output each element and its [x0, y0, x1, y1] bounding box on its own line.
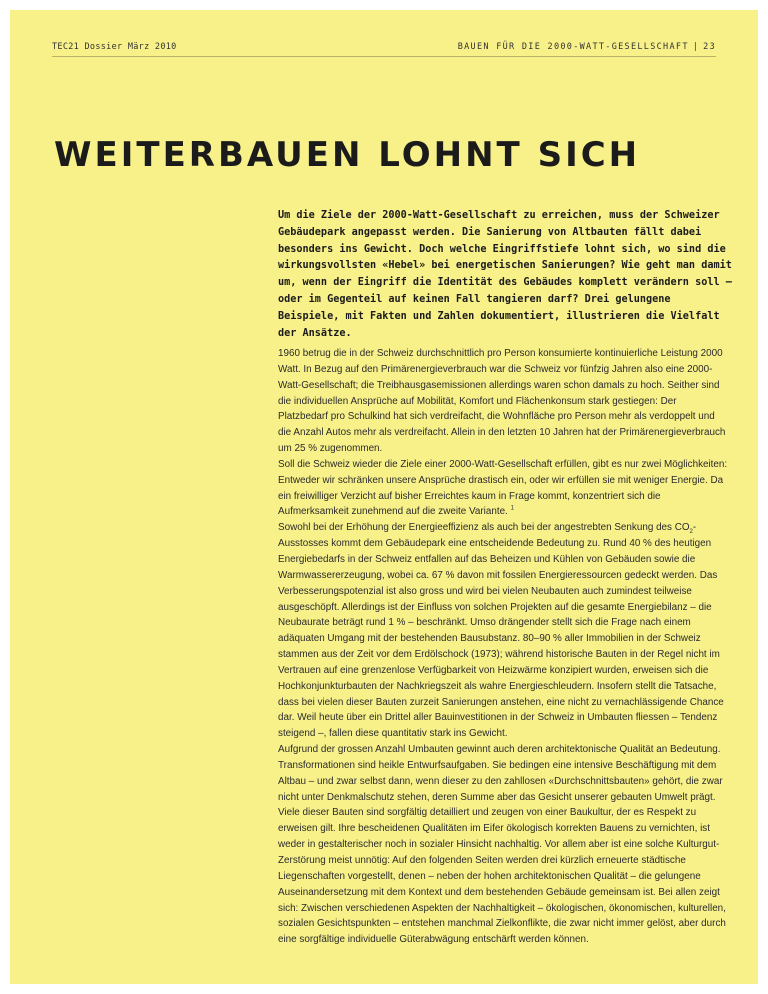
co2-subscript: 2: [689, 529, 693, 536]
page-number: 23: [703, 42, 716, 52]
article-title: WEITERBAUEN LOHNT SICH: [54, 135, 641, 175]
publication-name: TEC21 Dossier März 2010: [52, 42, 177, 52]
body-paragraph-4: Aufgrund der grossen Anzahl Umbauten gewinnt auch deren architektonische Qualität an Bedeutung. Transformationen sind heikle Entwurfsaufgaben. Sie bedingen eine intensive Beschäftigung mit dem Altbau – und zwar selbst dann, wenn dieser zu den zahllosen «Durchschnittsbauten» gehört, die zwar nicht unter Denkmalschutz stehen, deren Summe aber das Gesicht unserer gebauten Umwelt prägt. Viele dieser Bauten sind sorgfältig detailliert und zeugen von einer Baukultur, der es Respekt zu erweisen gilt. Ihre bescheidenen Qualitäten im Eifer ökologisch korrekten Bauens zu vernichten, ist weder in gestalterischer noch in sozialer Hinsicht nachhaltig. Vor allem aber ist eine solche Kulturgut-Zerstörung meist unnötig: Auf den folgenden Seiten werden drei kürzlich erneuerte städtische Liegenschaften vorgestellt, denen – neben der hohen architektonischen Qualität – die gelungene Auseinandersetzung mit dem Kontext und dem bestehenden Gebäude gemeinsam ist. Bei allen zeigt sich: Zwischen verschiedenen Aspekten der Nachhaltigkeit – ökologischen, ökonomischen, kulturellen, sozialen Gesichtspunkten – entstehen manchmal Zielkonflikte, die zwar nicht immer gelöst, aber durch eine sorgfältige individuelle Güterabwägung entschärft werden können.: [278, 744, 726, 946]
body-paragraph-3: [278, 520, 728, 742]
body-paragraph-1: 1960 betrug die in der Schweiz durchschnittlich pro Person konsumierte kontinuierliche Leistung 2000 Watt. In Bezug auf den Primärenergieverbrauch war die Schweiz vor fünfzig Jahren also eine 2000-Watt-Gesellschaft; die Treibhausgasemissionen allerdings waren schon damals zu hoch. Seither sind die individuellen Ansprüche auf Mobilität, Komfort und Flächenkonsum stark gestiegen: Der Platzbedarf pro Schulkind hat sich verdreifacht, die Wohnfläche pro Person mehr als verdoppelt und die Anzahl Autos mehr als verdreifacht. Allein in den letzten 10 Jahren hat der Primärenergieverbrauch um 25 % zugenommen.: [278, 348, 726, 455]
section-title: BAUEN FÜR DIE 2000-WATT-GESELLSCHAFT: [457, 42, 689, 52]
page: [10, 10, 758, 984]
section-and-page: [458, 42, 716, 52]
article-body: [278, 346, 728, 948]
header-separator: |: [692, 42, 700, 52]
footnote-marker: 1: [510, 506, 514, 513]
body-paragraph-3-rest: -Ausstosses kommt dem Gebäudepark eine entscheidende Bedeutung zu. Rund 40 % des heutigen Energiebedarfs in der Schweiz entfallen auf das Beheizen und Kühlen von Gebäuden sowie die Warmwassererzeugung, wobei ca. 67 % davon mit fossilen Energieressourcen gedeckt werden. Das Verbesserungspotenzial ist also gross und wird bei vielen Neubauten auch zumindest teilweise ausgeschöpft. Allerdings ist der Einfluss von solchen Projekten auf die gesamte Energiebilanz – die Neubaurate beträgt rund 1 % – beschränkt. Umso drängender stellt sich die Frage nach einem adäquaten Umgang mit der bestehenden Bausubstanz. 80–90 % aller Immobilien in der Schweiz stammen aus der Zeit vor dem Erdölschock (1973); während historische Bauten in der Regel nicht im Vertrauen auf eine grenzenlose Verfügbarkeit von Heizwärme konzipiert wurden, erweisen sich die Hochkonjunkturbauten der Nachkriegszeit als wahre Energieschleudern. Insofern stellt die Tatsache, dass bei vielen dieser Bauten zurzeit Sanierungen anstehen, eine nicht zu vernachlässigende Chance dar. Weil heute über ein Drittel aller Bauinvestitionen in der Schweiz in Umbauten fliessen – Tendenz steigend –, fallen diese quantitativ stark ins Gewicht.: [278, 522, 724, 740]
lead-paragraph: Um die Ziele der 2000-Watt-Gesellschaft zu erreichen, muss der Schweizer Gebäudepark angepasst werden. Die Sanierung von Altbauten fällt dabei besonders ins Gewicht. Doch welche Eingriffstiefe lohnt sich, wo sind die wirkungsvollsten «Hebel» bei energetischen Sanierungen? Wie geht man damit um, wenn der Eingriff die Identität des Gebäudes komplett verändern soll – oder im Gegenteil auf keinen Fall tangieren darf? Drei gelungene Beispiele, mit Fakten und Zahlen dokumentiert, illustrieren die Vielfalt der Ansätze.: [278, 210, 732, 339]
article-lead: [278, 208, 733, 342]
running-header: [52, 38, 716, 57]
body-paragraph-3-start: Sowohl bei der Erhöhung der Energieeffizienz als auch bei der angestrebten Senkung des CO: [278, 522, 690, 534]
body-paragraph-2-text: Soll die Schweiz wieder die Ziele einer 2000-Watt-Gesellschaft erfüllen, gibt es nur zwei Möglichkeiten: Entweder wir schränken unsere Ansprüche drastisch ein, oder wir erfüllen sie mit weniger Energie. Da ein freiwilliger Verzicht auf bisher Erreichtes kaum in Frage kommt, konzentriert sich die Aufmerksamkeit zunehmend auf die zweite Variante.: [278, 458, 728, 518]
body-paragraph-2: [278, 457, 728, 520]
